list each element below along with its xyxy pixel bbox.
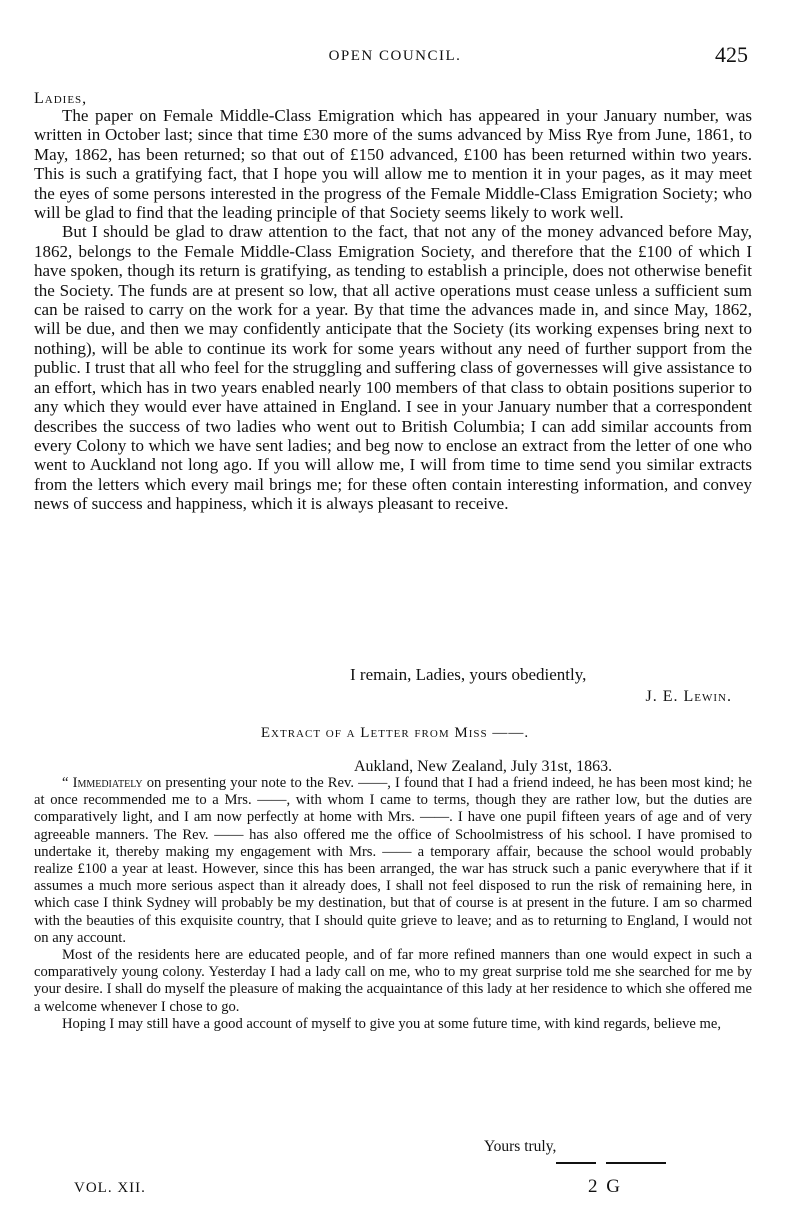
extract-paragraph (34, 775, 752, 947)
extract-paragraph-text: on presenting your note to the Rev. ——, I found that I had a friend indeed, he has been most kind; he at once recommended me to a Mrs. ——, with whom I came to terms, though they are rather low, but the duties are comparatively light, and I am now perfectly at home with Mrs. ——. I have one pupil fifteen years of age and of very agreeable manners. The Rev. —— has also offered me the office of Schoolmistress of his school. I have promised to undertake it, thereby making my engagement with Mrs. —— a temporary affair, because the school would probably realize £100 a year at least. However, since this has been arranged, the war has struck such a panic everywhere that if it assumes a much more serious aspect than it already does, I shall not feel disposed to run the risk of remaining here, in which case I think Sydney will probably be my destination, but that of course is at present in the future. I am so charmed with the beauties of this exquisite country, that I should quite grieve to leave; and as to returning to England, I would not on any account. (34, 775, 753, 946)
signature-mark: 2 G (588, 1176, 622, 1197)
extract-paragraph: Most of the residents here are educated people, and of far more refined manners than one would expect in such a comparatively young colony. Yesterday I had a lady call on me, who to my great surprise told me she searched for me by your desire. I shall do myself the pleasure of making the acquaintance of this lady at her residence to which she offered me a welcome whenever I chose to go. (34, 947, 752, 1015)
letter-paragraph: But I should be glad to draw attention to the fact, that not any of the money advanced before May, 1862, belongs to the Female Middle-Class Emigration Society, and therefore that the £100 of which I have spoken, though its return is gratifying, as tending to establish a principle, does not otherwise benefit the Society. The funds are at present so low, that all active operations must cease unless a sufficient sum can be raised to carry on the work for a year. By that time the advances made in, and since May, 1862, will be due, and then we may confidently anticipate that the Society (its working expenses bring next to nothing), will be able to continue its work for some years without any need of further support from the public. I trust that all who feel for the struggling and suffering class of governesses will give assistance to an effort, which has in two years enabled nearly 100 members of that class to obtain positions superior to any which they would ever have attained in England. I see in your January number that a correspondent describes the success of two ladies who went out to British Columbia; I can add similar accounts from every Colony to which we have sent ladies; and beg now to enclose an extract from the letter of one who went to Auckland not long ago. If you will allow me, I will from time to time send you similar extracts from the letters which every mail brings me; for these often contain interesting information, and convey news of success and happiness, which it is always pleasant to receive. (34, 222, 752, 514)
running-head: OPEN COUNCIL. (328, 48, 462, 64)
page-number: 425 (715, 42, 748, 67)
letter-signature: J. E. Lewin. (645, 688, 732, 705)
extract-body (34, 775, 752, 1033)
signature-dash (556, 1162, 666, 1164)
extract-dateline: Aukland, New Zealand, July 31st, 1863. (354, 758, 613, 775)
letter-paragraph: The paper on Female Middle-Class Emigration which has appeared in your January number, was written in October last; since that time £30 more of the sums advanced by Miss Rye from June, 1861, to May, 1862, has been returned; so that out of £150 advanced, £100 has been returned within two years. This is such a gratifying fact, that I hope you will allow me to mention it in your pages, as it may meet the eyes of some persons interested in the progress of the Female Middle-Class Emigration Society; who will be glad to find that the leading principle of that Society seems likely to work well. (34, 106, 752, 223)
extract-paragraph: Hoping I may still have a good account of myself to give you at some future time, with kind regards, believe me, (62, 1015, 721, 1032)
letter-salutation: Ladies, (34, 90, 88, 107)
extract-opening-word: “ Immediately (62, 775, 143, 791)
volume-number: VOL. XII. (74, 1180, 146, 1196)
letter-body (34, 106, 752, 514)
extract-title: Extract of a Letter from Miss ——. (260, 725, 530, 741)
letter-closing: I remain, Ladies, yours obediently, (350, 665, 587, 684)
extract-closing: Yours truly, (484, 1138, 557, 1155)
